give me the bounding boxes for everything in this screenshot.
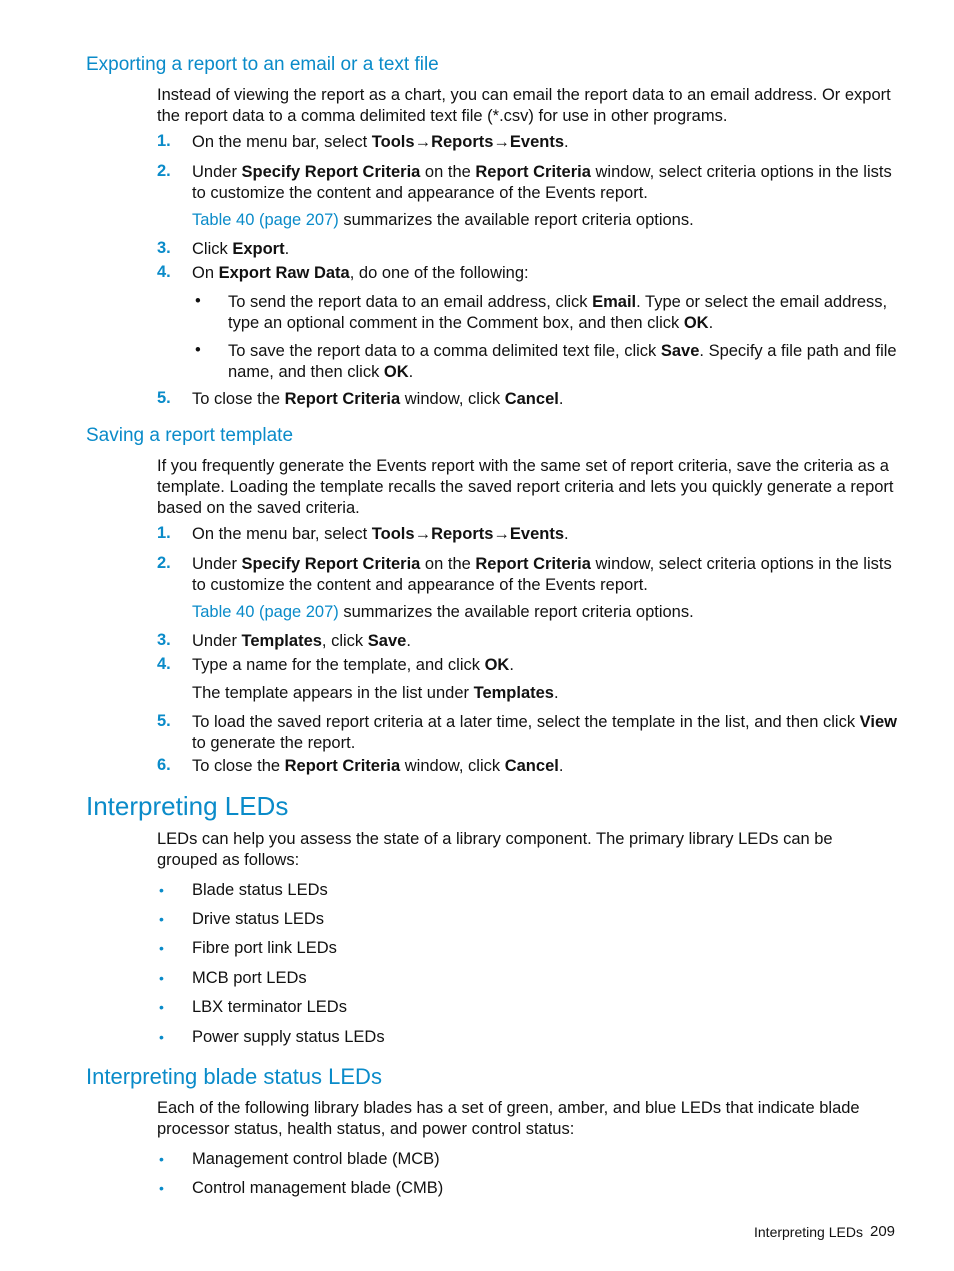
step-text: On the menu bar, select Tools→Reports→Events.	[192, 133, 569, 151]
list-item: MCB port LEDs	[192, 969, 307, 987]
section-heading-blade-status: Interpreting blade status LEDs	[86, 1064, 382, 1089]
bullet-text: To save the report data to a comma delimited text file, click Save. Specify a file path and file name, and then click OK.	[228, 342, 897, 381]
step-text: Under Specify Report Criteria on the Report Criteria window, select criteria options in the lists to customize the content and appearance of the Events report.	[192, 555, 892, 594]
step-number: 2.	[157, 162, 171, 180]
step-text: To close the Report Criteria window, click Cancel.	[192, 390, 564, 408]
step-number: 3.	[157, 239, 171, 257]
bullet-icon: •	[159, 970, 164, 986]
bullet-icon: •	[195, 292, 201, 310]
bullet-icon: •	[159, 999, 164, 1015]
step-number: 1.	[157, 524, 171, 542]
list-item: Control management blade (CMB)	[192, 1179, 444, 1197]
step-text: Under Templates, click Save.	[192, 632, 411, 650]
list-item: Fibre port link LEDs	[192, 939, 337, 957]
bullet-icon: •	[159, 1151, 164, 1167]
bullet-icon: •	[159, 940, 164, 956]
bullet-icon: •	[159, 1180, 164, 1196]
list-item: LBX terminator LEDs	[192, 998, 347, 1016]
paragraph-export-intro: Instead of viewing the report as a chart, you can email the report data to an email address. Or export the report data to a comma delimited text file (*.csv) for use in other programs.	[157, 86, 891, 125]
step-note: The template appears in the list under Templates.	[192, 684, 559, 702]
step-number: 2.	[157, 554, 171, 572]
step-number: 5.	[157, 389, 171, 407]
page-number: 209	[870, 1223, 896, 1240]
step-text: Type a name for the template, and click OK.	[192, 656, 514, 674]
bullet-icon: •	[159, 1029, 164, 1045]
list-item: Management control blade (MCB)	[192, 1150, 440, 1168]
list-item: Drive status LEDs	[192, 910, 325, 928]
bullet-text: To send the report data to an email address, click Email. Type or select the email address, type an optional comment in the Comment box, and then click OK.	[228, 293, 888, 332]
paragraph-template-intro: If you frequently generate the Events report with the same set of report criteria, save the criteria as a template. Loading the template recalls the saved report criteria and lets you quickly generate a report based on the saved criteria.	[157, 457, 894, 517]
footer-section-title: Interpreting LEDs	[754, 1224, 863, 1240]
step-text: On Export Raw Data, do one of the following:	[192, 264, 529, 282]
paragraph-leds-intro: LEDs can help you assess the state of a library component. The primary library LEDs can be grouped as follows:	[157, 830, 833, 869]
step-number: 6.	[157, 756, 171, 774]
list-item: Blade status LEDs	[192, 881, 328, 899]
step-text: To close the Report Criteria window, click Cancel.	[192, 757, 564, 775]
step-number: 3.	[157, 631, 171, 649]
bullet-icon: •	[159, 911, 164, 927]
section-heading-saving-template: Saving a report template	[86, 425, 294, 446]
step-text: Under Specify Report Criteria on the Report Criteria window, select criteria options in the lists to customize the content and appearance of the Events report.	[192, 163, 892, 202]
step-number: 4.	[157, 655, 171, 673]
step-text: Click Export.	[192, 240, 290, 258]
step-number: 1.	[157, 132, 171, 150]
step-number: 4.	[157, 263, 171, 281]
step-note: Table 40 (page 207) summarizes the available report criteria options.	[192, 211, 694, 229]
step-note: Table 40 (page 207) summarizes the available report criteria options.	[192, 603, 694, 621]
bullet-icon: •	[159, 882, 164, 898]
step-text: To load the saved report criteria at a later time, select the template in the list, and then click View to generate the report.	[192, 713, 897, 752]
list-item: Power supply status LEDs	[192, 1028, 385, 1046]
section-heading-exporting: Exporting a report to an email or a text file	[86, 54, 439, 75]
bullet-icon: •	[195, 341, 201, 359]
table-40-link[interactable]: Table 40 (page 207)	[192, 603, 339, 621]
step-text: On the menu bar, select Tools→Reports→Events.	[192, 525, 569, 543]
paragraph-blade-intro: Each of the following library blades has a set of green, amber, and blue LEDs that indicate blade processor status, health status, and power control status:	[157, 1099, 860, 1138]
table-40-link[interactable]: Table 40 (page 207)	[192, 211, 339, 229]
step-number: 5.	[157, 712, 171, 730]
heading-interpreting-leds: Interpreting LEDs	[86, 791, 289, 821]
